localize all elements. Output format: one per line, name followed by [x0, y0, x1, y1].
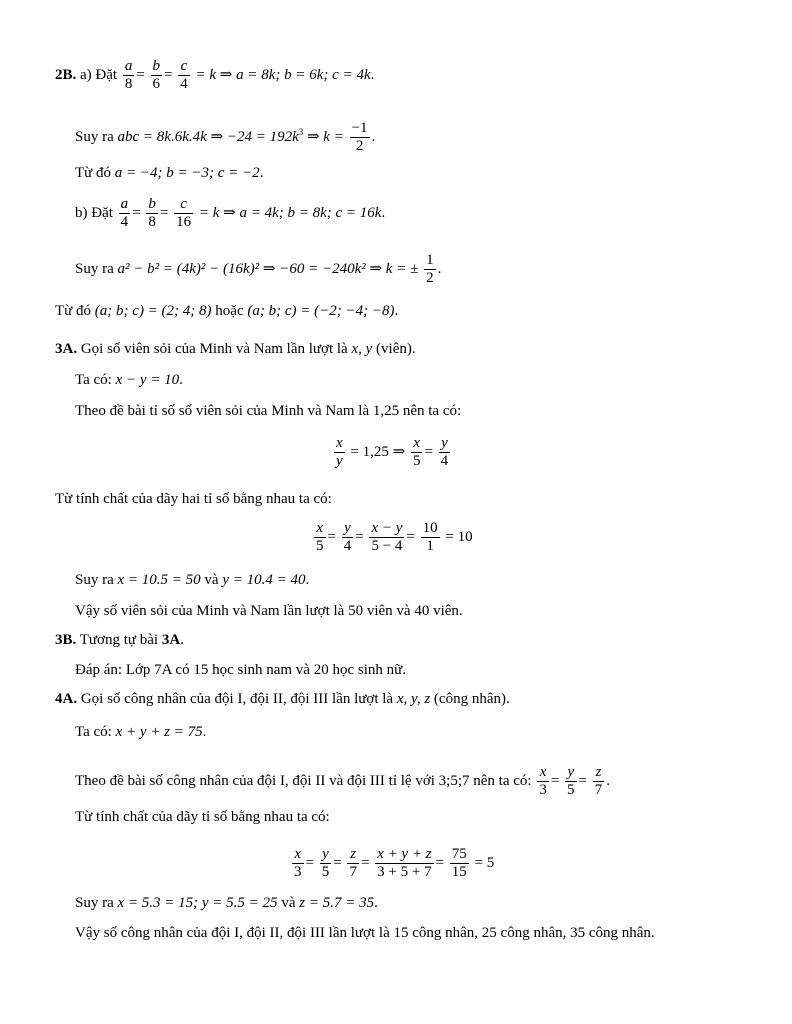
fraction: $\frac{a}{8}$ [124, 58, 133, 92]
va-label: và [204, 572, 219, 588]
p3b-line: 3B. Tương tự bài 3A. [55, 632, 184, 648]
fraction: $\frac{c}{4}$ [180, 58, 188, 92]
math-expr: x = 5.3 = 15; y = 5.5 = 25 [117, 895, 278, 911]
math-expr: a = −4; b = −3; c = −2 [114, 165, 260, 181]
math-expr: x − y = 10 [115, 372, 180, 388]
math-expr: z = 5.7 = 35 [299, 895, 375, 911]
p3a-label: 3A. [55, 341, 78, 357]
fraction: $\frac{b}{8}$ [148, 196, 156, 230]
fraction: $\frac{z}{7}$ [594, 764, 603, 798]
fraction: $\frac{x - y}{5 - 4}$ [371, 520, 403, 554]
p4a-intro [55, 690, 510, 708]
math-expr: abc = 8k.6k.4k ⇒ −24 = 192k [117, 128, 299, 145]
p2b-line-b: b) Đặt $\frac{a}{4}$ = $\frac{b}{8}$ = $\frac{c}{16}$ = k ⇒ a = 4k; b = 8k; c = 16k. [75, 196, 386, 230]
math-expr: x, y [351, 341, 373, 357]
text: (công nhân). [433, 691, 510, 707]
suy-ra-label: Suy ra [75, 260, 114, 277]
fraction: $\frac{x}{3}$ [539, 764, 547, 798]
math-expr: x, y, z [396, 691, 431, 707]
math-expr: (a; b; c) = (2; 4; 8) [94, 303, 212, 319]
fraction: $\frac{a}{4}$ [120, 196, 129, 230]
suy-ra-label: Suy ra [75, 895, 114, 911]
p4a-theo: Theo đề bài số công nhân của đội I, đội II và đội III tỉ lệ với 3;5;7 nên ta có: $\frac{x}{3}$ = $\frac{y}{5}$ = $\frac{z}{7}$ . [75, 764, 610, 798]
p3b-answer: Đáp án: Lớp 7A có 15 học sinh nam và 20 học sinh nữ. [75, 662, 407, 678]
fraction: $\frac{75}{15}$ [451, 846, 467, 880]
text: (viên). [376, 341, 416, 357]
fraction: $\frac{y}{4}$ [440, 435, 449, 469]
ref: 3A [161, 632, 181, 648]
p3a-theo: Theo đề bài tỉ số số viên sỏi của Minh và Nam là 1,25 nên ta có: [75, 403, 462, 419]
math-expr: = 10 [445, 528, 473, 545]
p2b-a-tail: = k ⇒ a = 8k; b = 6k; c = 4k [195, 66, 371, 83]
p2b-a-intro: a) Đặt [80, 66, 118, 83]
fraction: $\frac{b}{6}$ [152, 58, 161, 92]
p2b-result: Từ đó (a; b; c) = (2; 4; 8) hoặc (a; b; c) = (−2; −4; −8). [55, 303, 399, 319]
math-expr: ⇒ k = [306, 128, 344, 145]
math-expr: (a; b; c) = (−2; −4; −8) [247, 303, 395, 319]
fraction: $\frac{x}{3}$ [294, 846, 302, 880]
p3a-ratio: $\frac{x}{y}$ = 1,25 ⇒ $\frac{x}{5}$ = $\frac{y}{4}$ [336, 435, 449, 469]
p2b-b-tail: = k ⇒ a = 4k; b = 8k; c = 16k [198, 204, 382, 221]
fraction: $\frac{x + y + z}{3 + 5 + 7}$ [377, 846, 432, 880]
p3a-tinh-chat: Từ tính chất của dãy hai tỉ số bằng nhau ta có: [55, 491, 332, 507]
p3a-ta-co: Ta có: x − y = 10. [75, 372, 183, 388]
p3a-conclusion: Vậy số viên sỏi của Minh và Nam lần lượt là 50 viên và 40 viên. [75, 603, 463, 619]
fraction: $\frac{x}{5}$ [316, 520, 324, 554]
fraction: $\frac{c}{16}$ [176, 196, 192, 230]
suy-ra-label: Suy ra [75, 572, 114, 588]
p2b-label: 2B. [55, 66, 77, 83]
fraction: $\frac{1}{2}$ [426, 252, 434, 286]
fraction: $\frac{y}{5}$ [567, 764, 575, 798]
p2b-a-tudo: Từ đó a = −4; b = −3; c = −2. [75, 165, 264, 181]
fraction: $\frac{10}{1}$ [422, 520, 438, 554]
fraction: $\frac{-1}{2}$ [351, 120, 368, 154]
ta-co-label: Ta có: [75, 372, 112, 388]
p4a-ta-co: Ta có: x + y + z = 75. [75, 724, 207, 740]
ta-co-label: Ta có: [75, 724, 112, 740]
fraction: $\frac{y}{4}$ [343, 520, 352, 554]
text: Gọi số viên sỏi của Minh và Nam lần lượt là [80, 341, 348, 357]
p3a-suy: Suy ra x = 10.5 = 50 và y = 10.4 = 40. [75, 572, 310, 588]
p2b-a-suy: Suy ra abc = 8k.6k.4k ⇒ $-24 = 192k^3$ ⇒ k = $\frac{-1}{2}$ . [75, 120, 376, 154]
hoac-label: hoặc [215, 303, 244, 319]
math-expr: = 5 [474, 854, 495, 871]
math-expr: y = 10.4 = 40 [222, 572, 306, 588]
text: Theo đề bài số công nhân của đội I, đội II và đội III tỉ lệ với 3;5;7 nên ta có: [75, 772, 532, 789]
p4a-label: 4A. [55, 691, 78, 707]
p2b-line-a: 2B. a) Đặt $\frac{a}{8}$ = $\frac{b}{6}$ = $\frac{c}{4}$ = k ⇒ a = 8k; b = 6k; c = 4k. [55, 58, 375, 92]
p3a-chain: $\frac{x}{5}$ = $\frac{y}{4}$ = $\frac{x - y}{5 - 4}$ = $\frac{10}{1}$ = 10 [316, 520, 473, 554]
math-expr: x = 10.5 = 50 [117, 572, 201, 588]
p2b-b-intro: b) Đặt [75, 204, 113, 221]
tu-do-label: Từ đó [75, 165, 112, 181]
tu-do-label: Từ đó [55, 303, 92, 319]
p4a-tinh-chat: Từ tính chất của dãy tỉ số bằng nhau ta có: [75, 809, 330, 825]
fraction: $\frac{z}{7}$ [349, 846, 357, 880]
p4a-suy: Suy ra x = 5.3 = 15; y = 5.5 = 25 và z = 5.7 = 35. [75, 895, 378, 911]
math-expr: = 1,25 ⇒ [350, 443, 406, 460]
fraction: $\frac{x}{5}$ [412, 435, 421, 469]
text: Gọi số công nhân của đội I, đội II, đội III lần lượt là [80, 691, 394, 707]
p3a-intro [55, 340, 416, 358]
p4a-chain: $\frac{x}{3}$ = $\frac{y}{5}$ = $\frac{z}{7}$ = $\frac{x + y + z}{3 + 5 + 7}$ = $\frac{75}{15}$ = 5 [294, 846, 495, 880]
math-expr: a² − b² = (4k)² − (16k)² ⇒ −60 = −240k² ⇒ k = ± [117, 260, 419, 277]
math-expr: x + y + z = 75 [115, 724, 203, 740]
text: Tương tự bài [79, 632, 159, 648]
exponent: 3 [298, 126, 304, 137]
va-label: và [281, 895, 296, 911]
fraction: $\frac{x}{y}$ [336, 435, 343, 469]
p4a-conclusion: Vậy số công nhân của đội I, đội II, đội III lần lượt là 15 công nhân, 25 công nhân, 35 công nhân. [75, 925, 655, 941]
p3b-label: 3B. [55, 632, 77, 648]
suy-ra-label: Suy ra [75, 128, 114, 145]
p2b-b-suy: Suy ra a² − b² = (4k)² − (16k)² ⇒ −60 = −240k² ⇒ k = ± $\frac{1}{2}$ . [75, 252, 442, 286]
fraction: $\frac{y}{5}$ [321, 846, 330, 880]
